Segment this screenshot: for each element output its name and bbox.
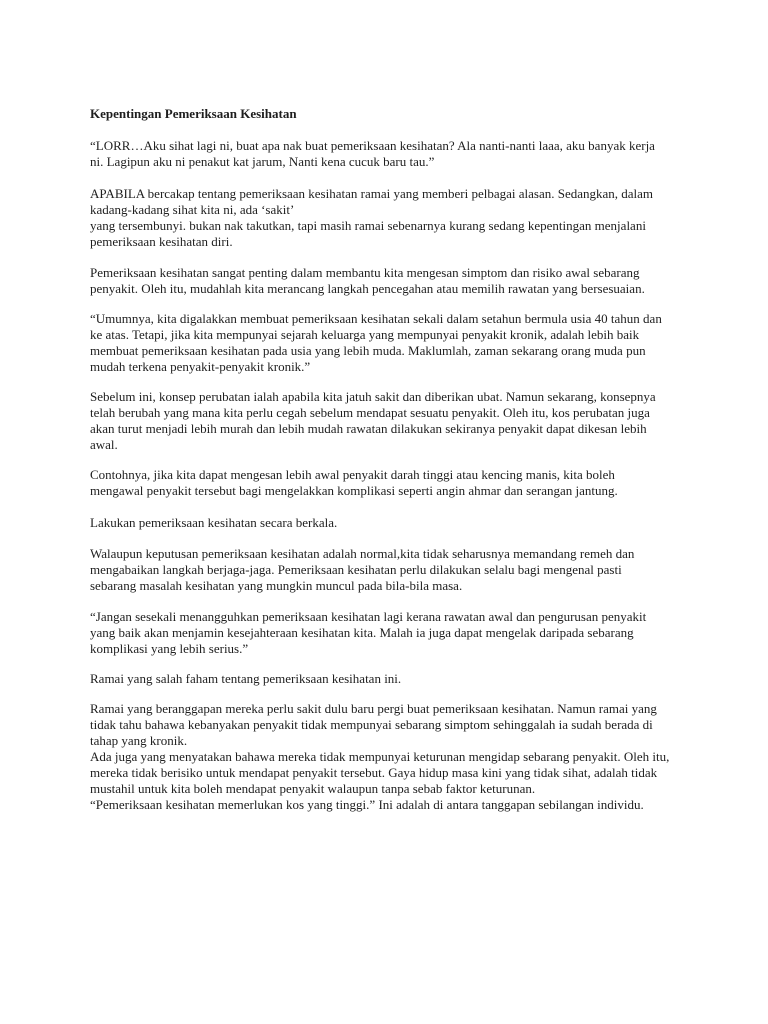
paragraph-11 — [90, 701, 680, 813]
paragraph-line: Sebelum ini, konsep perubatan ialah apabila kita jatuh sakit dan diberikan ubat. Namun sekarang, konsepnya — [90, 389, 656, 404]
paragraph-line: ke atas. Tetapi, jika kita mempunyai sejarah keluarga yang mempunyai penyakit kronik, adalah lebih baik — [90, 327, 640, 342]
document-title: Kepentingan Pemeriksaan Kesihatan — [90, 106, 297, 121]
paragraph-line: membuat pemeriksaan kesihatan pada usia yang lebih muda. Maklumlah, zaman sekarang orang muda pun — [90, 343, 646, 358]
paragraph-line: penyakit. Oleh itu, mudahlah kita merancang langkah pencegahan atau memilih rawatan yang bersesuaian. — [90, 281, 645, 296]
paragraph-line: ni. Lagipun aku ni penakut kat jarum, Nanti kena cucuk baru tau.” — [90, 154, 435, 169]
paragraph-line: sebarang masalah kesihatan yang mungkin muncul pada bila-bila masa. — [90, 578, 463, 593]
paragraph-line: akan turut menjadi lebih murah dan lebih mudah rawatan dilakukan sekiranya penyakit dapat dikesan lebih — [90, 421, 647, 436]
paragraph-line: “Jangan sesekali menangguhkan pemeriksaan kesihatan lagi kerana rawatan awal dan pengurusan penyakit — [90, 609, 647, 624]
paragraph-line: yang baik akan menjamin kesejahteraan kesihatan kita. Malah ia juga dapat mengelak daripada sebarang — [90, 625, 634, 640]
paragraph-4 — [90, 311, 680, 375]
paragraph-2 — [90, 186, 680, 250]
paragraph-8 — [90, 546, 680, 594]
paragraph-line: pemeriksaan kesihatan diri. — [90, 234, 233, 249]
paragraph-7 — [90, 515, 680, 531]
paragraph-line: Pemeriksaan kesihatan sangat penting dalam membantu kita mengesan simptom dan risiko awal sebarang — [90, 265, 640, 280]
paragraph-line: mengabaikan langkah berjaga-jaga. Pemeriksaan kesihatan perlu dilakukan selalu bagi mengenal pasti — [90, 562, 622, 577]
paragraph-line: mustahil untuk kita boleh mendapat penyakit walaupun tanpa sebab faktor keturunan. — [90, 781, 536, 796]
paragraph-line: mengawal penyakit tersebut bagi mengelakkan komplikasi seperti angin ahmar dan serangan jantung. — [90, 483, 618, 498]
paragraph-line: “LORR…Aku sihat lagi ni, buat apa nak buat pemeriksaan kesihatan? Ala nanti-nanti laaa, aku banyak kerja — [90, 138, 655, 153]
paragraph-line: “Pemeriksaan kesihatan memerlukan kos yang tinggi.” Ini adalah di antara tanggapan sebilangan individu. — [90, 797, 644, 812]
paragraph-line: mudah terkena penyakit-penyakit kronik.” — [90, 359, 311, 374]
paragraph-line: telah berubah yang mana kita perlu cegah sebelum mendapat sesuatu penyakit. Oleh itu, kos perubatan juga — [90, 405, 650, 420]
paragraph-line: Lakukan pemeriksaan kesihatan secara berkala. — [90, 515, 338, 530]
paragraph-10 — [90, 671, 680, 687]
paragraph-line: komplikasi yang lebih serius.” — [90, 641, 249, 656]
paragraph-9 — [90, 609, 680, 657]
paragraph-line: Walaupun keputusan pemeriksaan kesihatan adalah normal,kita tidak seharusnya memandang remeh dan — [90, 546, 635, 561]
paragraph-line: yang tersembunyi. bukan nak takutkan, tapi masih ramai sebenarnya kurang sedang kepentingan menjalani — [90, 218, 646, 233]
paragraph-line: mereka tidak berisiko untuk mendapat penyakit tersebut. Gaya hidup masa kini yang tidak sihat, adalah tidak — [90, 765, 658, 780]
paragraph-line: Contohnya, jika kita dapat mengesan lebih awal penyakit darah tinggi atau kencing manis, kita boleh — [90, 467, 615, 482]
paragraph-1 — [90, 138, 680, 170]
paragraph-6 — [90, 467, 680, 499]
paragraph-line: “Umumnya, kita digalakkan membuat pemeriksaan kesihatan sekali dalam setahun bermula usia 40 tahun dan — [90, 311, 662, 326]
paragraph-line: tahap yang kronik. — [90, 733, 188, 748]
paragraph-5 — [90, 389, 680, 453]
paragraph-line: tidak tahu bahawa kebanyakan penyakit tidak mempunyai sebarang simptom sehinggalah ia sudah berada di — [90, 717, 653, 732]
paragraph-line: kadang-kadang sihat kita ni, ada ‘sakit’ — [90, 202, 295, 217]
paragraph-line: Ada juga yang menyatakan bahawa mereka tidak mempunyai keturunan mengidap sebarang penyakit. Oleh itu, — [90, 749, 670, 764]
paragraph-line: Ramai yang beranggapan mereka perlu sakit dulu baru pergi buat pemeriksaan kesihatan. Namun ramai yang — [90, 701, 657, 716]
paragraph-line: Ramai yang salah faham tentang pemeriksaan kesihatan ini. — [90, 671, 402, 686]
paragraph-3 — [90, 265, 680, 297]
paragraph-line: awal. — [90, 437, 118, 452]
paragraph-line: APABILA bercakap tentang pemeriksaan kesihatan ramai yang memberi pelbagai alasan. Sedangkan, dalam — [90, 186, 654, 201]
